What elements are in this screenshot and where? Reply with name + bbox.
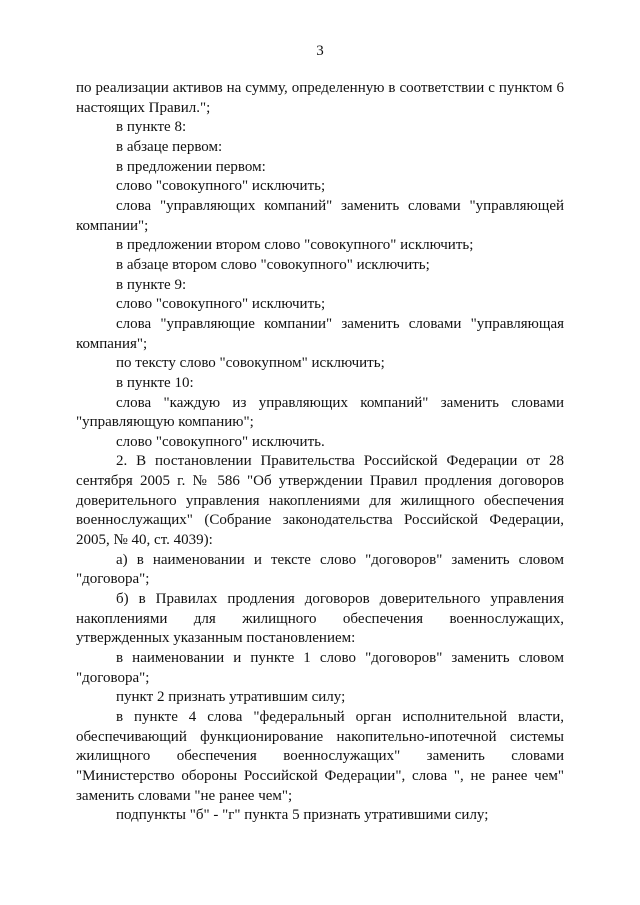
- paragraph: в абзаце втором слово "совокупного" исключить;: [116, 256, 430, 273]
- paragraph: 2. В постановлении Правительства Российской Федерации от 28 сентября 2005 г. № 586 "Об утверждении Правил продления договоров доверительного управления накоплениями для жилищного обеспечения военнослужащих" (Собрание законодательства Российской Федерации, 2005, № 40, ст. 4039):: [76, 453, 564, 549]
- paragraph: подпункты "б" - "г" пункта 5 признать утратившими силу;: [116, 807, 489, 824]
- paragraph: в пункте 8:: [116, 119, 187, 136]
- paragraph: в абзаце первом:: [116, 138, 223, 155]
- page-number: 3: [316, 43, 324, 59]
- paragraph: в наименовании и пункте 1 слово "договоров" заменить словом "договора";: [76, 650, 564, 686]
- paragraph: в предложении первом:: [116, 158, 266, 175]
- paragraph: в пункте 9:: [116, 276, 187, 293]
- paragraph: слова "каждую из управляющих компаний" заменить словами "управляющую компанию";: [76, 394, 564, 431]
- paragraph: пункт 2 признать утратившим силу;: [116, 689, 346, 706]
- document-body: [76, 79, 564, 826]
- paragraph: слова "управляющих компаний" заменить словами "управляющей компании";: [76, 197, 564, 234]
- paragraph: по тексту слово "совокупном" исключить;: [116, 355, 385, 372]
- paragraph: в пункте 4 слова "федеральный орган исполнительной власти, обеспечивающий функционирование накопительно-ипотечной системы жилищного обеспечения военнослужащих" заменить словами "Министерство обороны Российской Федерации", слова ", не ранее чем" заменить словами "не ранее чем";: [76, 709, 564, 804]
- paragraph: в предложении втором слово "совокупного" исключить;: [116, 237, 474, 254]
- paragraph: в пункте 10:: [116, 374, 194, 391]
- paragraph: слово "совокупного" исключить;: [116, 296, 326, 313]
- paragraph: по реализации активов на сумму, определенную в соответствии с пунктом 6 настоящих Правил.";: [76, 80, 564, 116]
- paragraph: слова "управляющие компании" заменить словами "управляющая компания";: [76, 315, 564, 352]
- paragraph: а) в наименовании и тексте слово "договоров" заменить словом "договора";: [76, 551, 564, 588]
- paragraph: слово "совокупного" исключить;: [116, 178, 326, 195]
- paragraph: б) в Правилах продления договоров доверительного управления накоплениями для жилищного обеспечения военнослужащих, утвержденных указанным постановлением:: [76, 591, 564, 647]
- paragraph: слово "совокупного" исключить.: [116, 433, 325, 450]
